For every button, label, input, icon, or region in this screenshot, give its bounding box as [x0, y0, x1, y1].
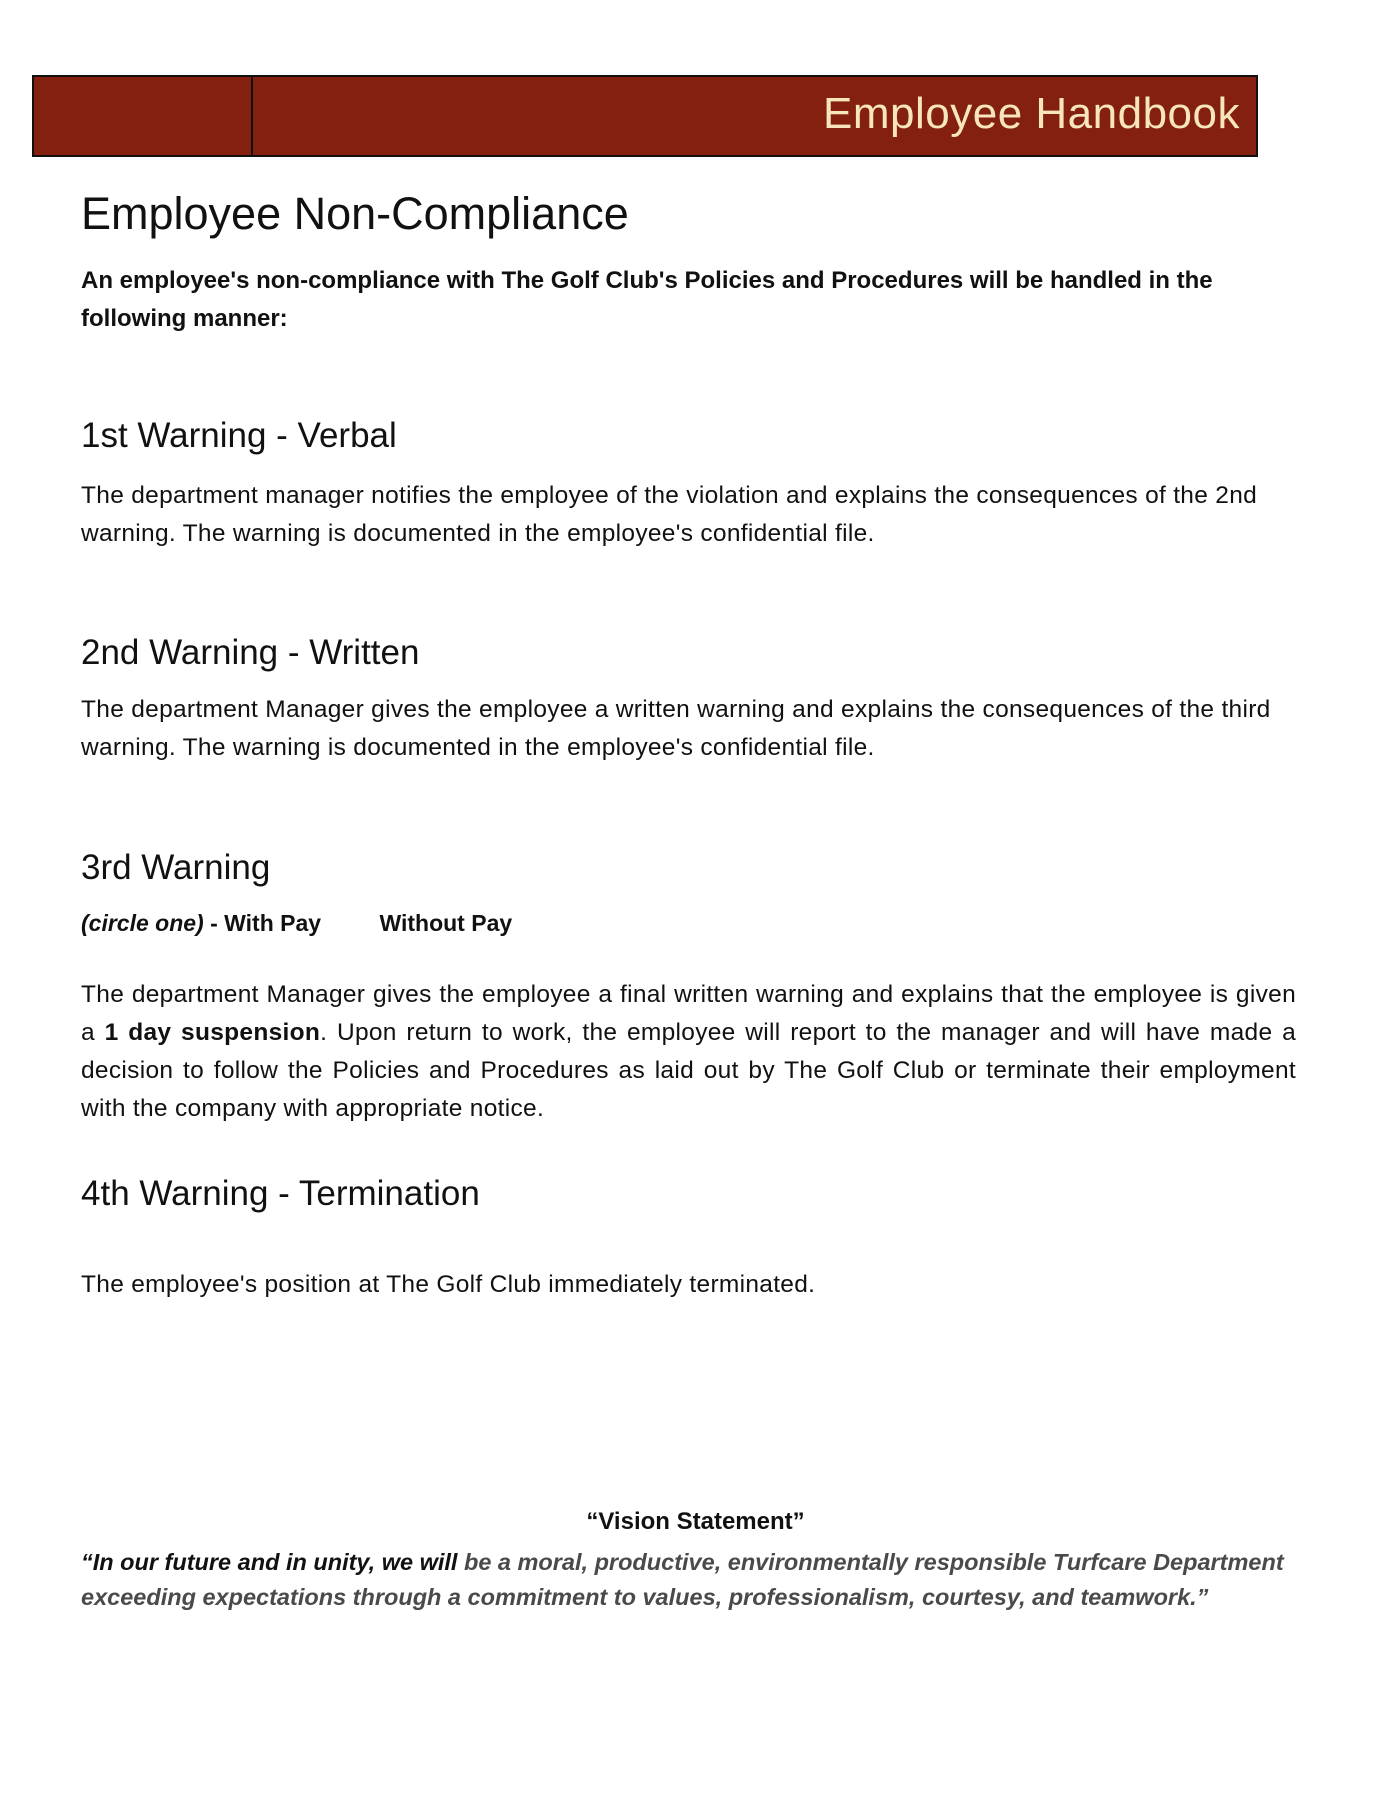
section-heading-4th-warning: 4th Warning - Termination [81, 1174, 480, 1213]
section-heading-1st-warning: 1st Warning - Verbal [81, 416, 397, 455]
section-body-2nd-warning: The department Manager gives the employee a written warning and explains the consequences of the third warning. The warning is documented in the employee's confidential file. [81, 696, 1271, 761]
handbook-title: Employee Handbook [823, 89, 1240, 138]
vision-rest: be a moral, productive, environmentally responsible Turfcare Department exceeding expectations through a commitment to values, professionalism, courtesy, and teamwork.” [81, 1549, 1284, 1610]
header-banner [32, 75, 1258, 157]
body-text: . Upon return to work, the employee will report to the manager and will have made a decision to follow the Policies and Procedures as laid out by The Golf Club or terminate their employment with the company with appropriate notice. [81, 1019, 1296, 1122]
pay-options [81, 910, 1296, 937]
banner-divider [251, 77, 253, 155]
vision-lead: “In our future and in unity, we will [81, 1549, 458, 1575]
vision-statement-title: “Vision Statement” [586, 1508, 805, 1535]
section-heading-2nd-warning: 2nd Warning - Written [81, 633, 420, 672]
section-heading-3rd-warning: 3rd Warning [81, 848, 271, 887]
section-body-3rd-warning [81, 976, 1296, 1128]
without-pay-option: Without Pay [379, 910, 513, 936]
page-title: Employee Non-Compliance [81, 188, 629, 239]
vision-statement [81, 1545, 1296, 1615]
body-text: The department Manager gives the employee a final written warning and explains that the employee is given a [81, 981, 1296, 1046]
suspension-emphasis: 1 day suspension [104, 1019, 321, 1046]
circle-one-label: (circle one) [81, 910, 204, 936]
with-pay-option: - With Pay [210, 910, 322, 936]
intro-text: An employee's non-compliance with The Golf Club's Policies and Procedures will be handled in the following manner: [81, 267, 1213, 332]
section-body-1st-warning: The department manager notifies the employee of the violation and explains the consequences of the 2nd warning. The warning is documented in the employee's confidential file. [81, 482, 1258, 547]
section-body-4th-warning: The employee's position at The Golf Club immediately terminated. [81, 1271, 816, 1298]
